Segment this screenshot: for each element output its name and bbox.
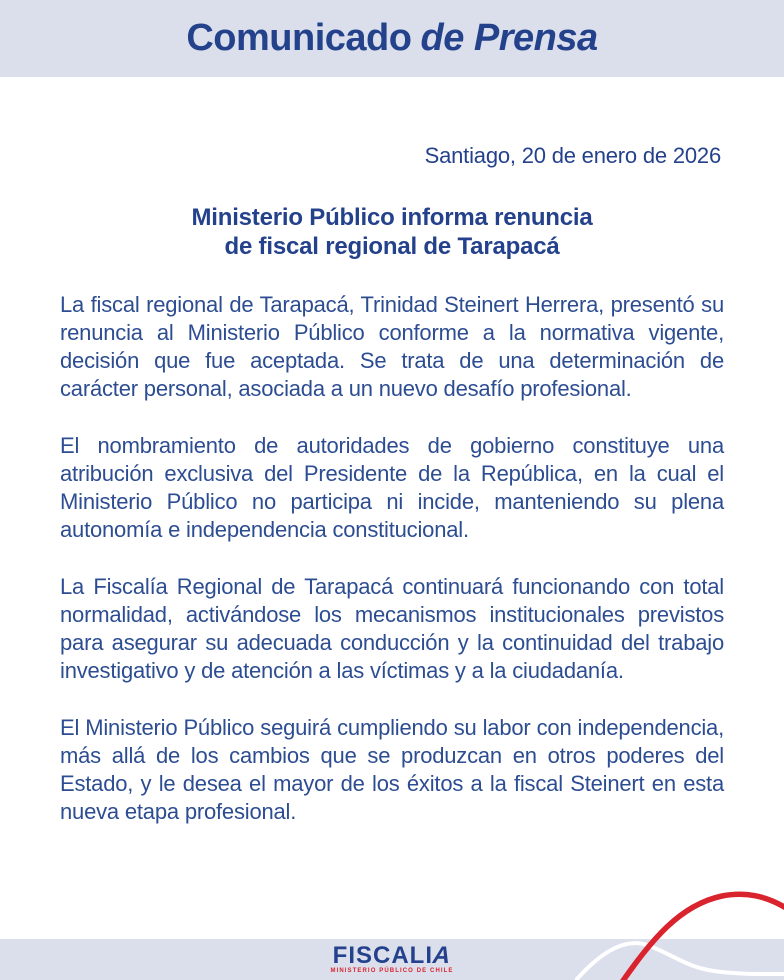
headline-line-2: de fiscal regional de Tarapacá: [224, 233, 560, 260]
header-band: [0, 0, 784, 77]
body-copy: [60, 291, 724, 855]
dateline: Santiago, 20 de enero de 2026: [424, 143, 721, 168]
page-title-bold: Comunicado: [186, 17, 412, 59]
paragraph-2: El nombramiento de autoridades de gobierno constituye una atribución exclusiva del Presidente de la República, en la cual el Ministerio Público no participa ni incide, manteniendo su plena autonomía e independencia constitucional.: [60, 433, 724, 542]
fiscalia-wordmark: [332, 942, 455, 969]
paragraph-3: La Fiscalía Regional de Tarapacá continuará funcionando con total normalidad, activándose los mecanismos institucionales previstos para asegurar su adecuada conducción y la continuidad del trabajo investigativo y de atención a las víctimas y a la ciudadanía.: [60, 574, 724, 683]
fiscalia-wordmark-main: FISCALI: [332, 942, 433, 969]
paragraph-4: El Ministerio Público seguirá cumpliendo su labor con independencia, más allá de los cambios que se produzcan en otros poderes del Estado, y le desea el mayor de los éxitos a la fiscal Steinert en esta nueva etapa profesional.: [60, 715, 724, 824]
page-title: [186, 17, 597, 60]
headline: [0, 203, 784, 261]
page-title-italic: de Prensa: [420, 17, 598, 59]
headline-line-1: Ministerio Público informa renuncia: [191, 204, 593, 231]
fiscalia-tagline: MINISTERIO PÚBLICO DE CHILE: [330, 968, 454, 974]
fiscalia-logo: [0, 939, 784, 980]
fiscalia-wordmark-last-letter: A: [429, 942, 455, 969]
paragraph-1: La fiscal regional de Tarapacá, Trinidad Steinert Herrera, presentó su renuncia al Ministerio Público conforme a la normativa vigente, decisión que fue aceptada. Se trata de una determinación de carácter personal, asociada a un nuevo desafío profesional.: [60, 292, 724, 401]
